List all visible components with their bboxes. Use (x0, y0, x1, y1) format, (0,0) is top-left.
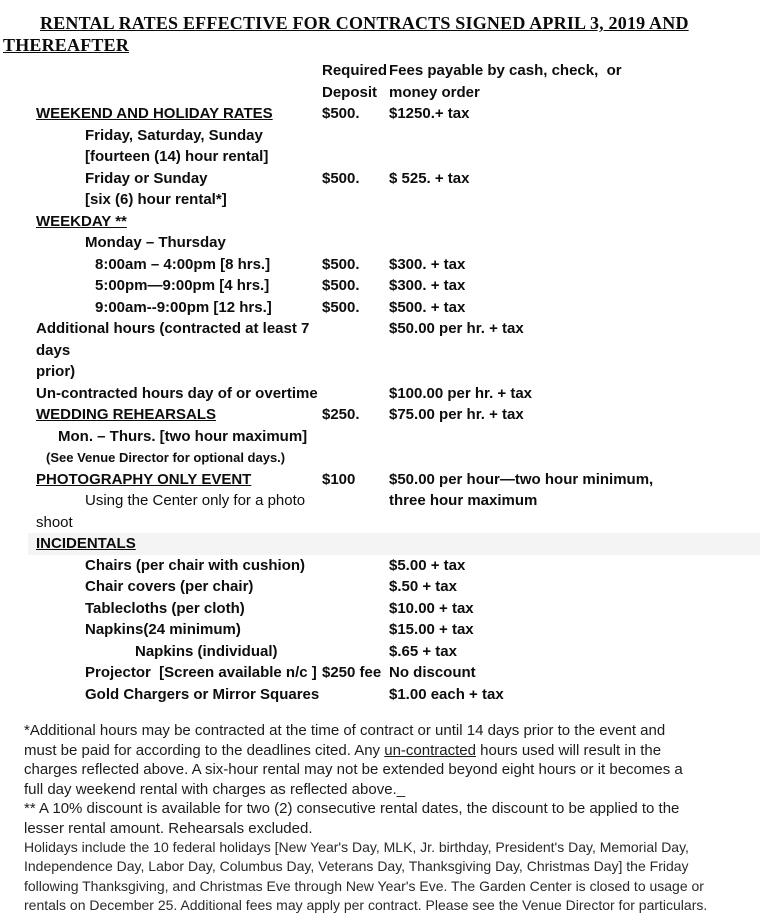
fee-cell (389, 576, 760, 598)
fee-cell (389, 404, 760, 426)
fee-cell-text: $1250.+ tax (389, 105, 470, 122)
fee-cell (389, 598, 760, 620)
page-title-line1-text: RENTAL RATES EFFECTIVE FOR CONTRACTS SIGNED APRIL 3, 2019 AND (40, 13, 689, 33)
row-label (3, 662, 322, 684)
row-label (3, 383, 322, 405)
table-row (3, 211, 760, 233)
row-label-text: Projector [Screen available n/c ] (85, 664, 317, 681)
row-label (3, 168, 322, 190)
row-label (3, 103, 322, 125)
row-label-text: 5:00pm—9:00pm [4 hrs.] (95, 277, 270, 294)
table-row (3, 254, 760, 276)
table-row (3, 512, 760, 534)
deposit-cell (322, 662, 389, 684)
footnote-additional-hours-text: *Additional hours may be contracted at the time of contract or until 14 days prior to the event and must be paid for according to the deadlines cited. Any (24, 722, 666, 759)
fee-cell (389, 103, 760, 125)
table-row (3, 576, 760, 598)
fee-cell (389, 641, 760, 663)
row-label (3, 490, 322, 512)
table-row (3, 555, 760, 577)
fee-cell (389, 555, 760, 577)
fee-cell (389, 60, 760, 82)
row-label (3, 555, 322, 577)
fee-cell (389, 318, 760, 340)
fee-cell-text: Fees payable by cash, check, or (389, 62, 622, 79)
footnotes (24, 721, 760, 915)
deposit-cell-text: $500. (322, 105, 360, 122)
table-row (3, 490, 760, 512)
table-row (3, 383, 760, 405)
row-label (3, 619, 322, 641)
deposit-cell-text: $100 (322, 470, 356, 488)
fee-cell (389, 684, 760, 706)
table-row (3, 275, 760, 297)
row-label-text: Using the Center only for a photo (85, 492, 306, 509)
row-label (3, 254, 322, 276)
fee-cell-text: $50.00 per hr. + tax (389, 320, 524, 337)
row-label-text: (See Venue Director for optional days.) (46, 450, 286, 465)
deposit-cell-text: $500. (322, 298, 360, 316)
row-label (3, 447, 322, 469)
table-row (3, 168, 760, 190)
fee-cell-text: No discount (389, 664, 476, 681)
row-label-text: Mon. – Thurs. [two hour maximum] (58, 427, 308, 445)
row-label-text: WEEKEND AND HOLIDAY RATES (36, 105, 273, 122)
row-label (3, 533, 322, 555)
fee-cell (389, 383, 760, 405)
table-row (3, 598, 760, 620)
fee-cell-text: $.65 + tax (389, 642, 457, 660)
row-label-text: 8:00am – 4:00pm [8 hrs.] (95, 255, 271, 273)
table-row (3, 146, 760, 168)
table-row (3, 641, 760, 663)
row-label-text: Napkins (individual) (135, 642, 278, 660)
row-label-text: Chairs (per chair with cushion) (85, 556, 306, 574)
row-label (3, 232, 322, 254)
table-row (3, 619, 760, 641)
fee-cell-text: $100.00 per hr. + tax (389, 384, 533, 402)
table-row (3, 297, 760, 319)
row-label-text: Monday – Thursday (85, 234, 226, 251)
fee-cell (389, 662, 760, 684)
fee-cell-text: $300. + tax (389, 255, 466, 273)
fee-cell (389, 297, 760, 319)
row-label (3, 512, 322, 534)
fee-cell (389, 254, 760, 276)
row-label (3, 297, 322, 319)
fee-cell-text: $10.00 + tax (389, 599, 474, 617)
row-label-text: Tablecloths (per cloth) (85, 599, 245, 617)
row-label-text: Un-contracted hours day of or overtime (36, 384, 318, 402)
fee-cell (389, 275, 760, 297)
row-label-text: INCIDENTALS (36, 535, 136, 552)
table-row (3, 533, 760, 555)
table-row (3, 125, 760, 147)
deposit-cell-text: $250. (322, 406, 360, 423)
row-label-text: WEDDING REHEARSALS (36, 406, 217, 423)
row-label (3, 684, 322, 706)
deposit-cell-text: Deposit (322, 83, 378, 101)
fee-cell (389, 168, 760, 190)
fee-cell-text: $50.00 per hour—two hour minimum, (389, 470, 654, 488)
row-label-text: Napkins(24 minimum) (85, 621, 241, 638)
fee-cell-text: three hour maximum (389, 492, 538, 509)
deposit-cell-text: $500. (322, 169, 360, 187)
row-label (3, 125, 322, 147)
table-row (3, 447, 760, 469)
deposit-cell (322, 404, 389, 426)
fee-cell-text: $.50 + tax (389, 578, 457, 595)
footnote-additional-hours-text-cont: hours used will result in the charges reflected above. A six-hour rental may not be extended beyond eight hours or it becomes a full day weekend rental with charges as reflected above._ (24, 741, 683, 798)
row-label-text: [fourteen (14) hour rental] (85, 148, 269, 165)
deposit-cell (322, 82, 389, 104)
row-label-text: 9:00am--9:00pm [12 hrs.] (95, 298, 272, 316)
row-label-text: Additional hours (contracted at least 7 days (36, 320, 314, 359)
deposit-cell (322, 469, 389, 491)
row-label (3, 361, 322, 383)
row-label (3, 576, 322, 598)
row-label (3, 404, 322, 426)
fee-cell (389, 619, 760, 641)
deposit-cell (322, 168, 389, 190)
row-label (3, 426, 322, 448)
row-label-text: shoot (36, 513, 73, 531)
table-row (3, 318, 760, 361)
fee-cell-text: $300. + tax (389, 277, 466, 294)
row-label (3, 641, 322, 663)
page-title-line2-text: THEREAFTER (3, 35, 130, 55)
table-row (3, 404, 760, 426)
fee-cell (389, 490, 760, 512)
row-label (3, 318, 322, 361)
table-row (3, 361, 760, 383)
deposit-cell (322, 297, 389, 319)
table-row (3, 189, 760, 211)
table-row (3, 426, 760, 448)
fee-cell (389, 469, 760, 491)
deposit-cell (322, 254, 389, 276)
fee-cell-text: $ 525. + tax (389, 169, 470, 187)
table-row (3, 662, 760, 684)
deposit-cell-text: $500. (322, 255, 360, 273)
row-label-text: Friday or Sunday (85, 169, 208, 187)
row-label (3, 189, 322, 211)
fee-cell-text: $5.00 + tax (389, 556, 466, 574)
footnote-holidays: Holidays include the 10 federal holidays [New Year's Day, MLK, Jr. birthday, President's Day, Memorial Day, Independence Day, Labor Day, Columbus Day, Veterans Day, Thanksgiving Day, Christmas Day] the Friday following Thanksgiving, and Christmas Eve through New Year's Eve. The Garden Center is closed to usage or rentals on December 25. Additional fees may apply per contract. Please see the Venue Director for particulars. (24, 839, 708, 913)
row-label-text: Gold Chargers or Mirror Squares (85, 685, 320, 703)
row-label-text: prior) (36, 363, 76, 380)
row-label-text: WEEKDAY ** (36, 212, 127, 230)
row-label-text: Chair covers (per chair) (85, 578, 254, 595)
row-label (3, 469, 322, 491)
row-label (3, 275, 322, 297)
table-row (3, 60, 760, 82)
table-row (3, 82, 760, 104)
row-label-text: PHOTOGRAPHY ONLY EVENT (36, 470, 252, 488)
fee-cell-text: $15.00 + tax (389, 621, 474, 638)
row-label-text: Friday, Saturday, Sunday (85, 126, 263, 144)
row-label (3, 598, 322, 620)
page-title-line2 (3, 34, 760, 56)
row-label-text: [six (6) hour rental*] (85, 191, 227, 208)
row-label (3, 211, 322, 233)
deposit-cell-text: Required (322, 62, 388, 79)
footnote-uncontracted-underlined: un-contracted (384, 741, 476, 759)
deposit-cell (322, 275, 389, 297)
table-row (3, 103, 760, 125)
fee-cell-text: money order (389, 83, 480, 101)
deposit-cell (322, 103, 389, 125)
footnote-additional-hours (24, 721, 686, 799)
deposit-cell (322, 60, 389, 82)
table-row (3, 469, 760, 491)
footnote-discount: ** A 10% discount is available for two (2) consecutive rental dates, the discount to be applied to the lesser rental amount. Rehearsals excluded. (24, 800, 680, 837)
deposit-cell-text: $250 fee (322, 664, 382, 681)
fee-cell-text: $75.00 per hr. + tax (389, 406, 524, 423)
fee-cell-text: $1.00 each + tax (389, 685, 504, 703)
page-title (3, 12, 760, 56)
rates-table (3, 60, 760, 705)
row-label (3, 146, 322, 168)
deposit-cell-text: $500. (322, 277, 360, 294)
fee-cell (389, 82, 760, 104)
fee-cell-text: $500. + tax (389, 298, 466, 316)
table-row (3, 232, 760, 254)
table-row (3, 684, 760, 706)
page-title-line1 (3, 12, 760, 34)
